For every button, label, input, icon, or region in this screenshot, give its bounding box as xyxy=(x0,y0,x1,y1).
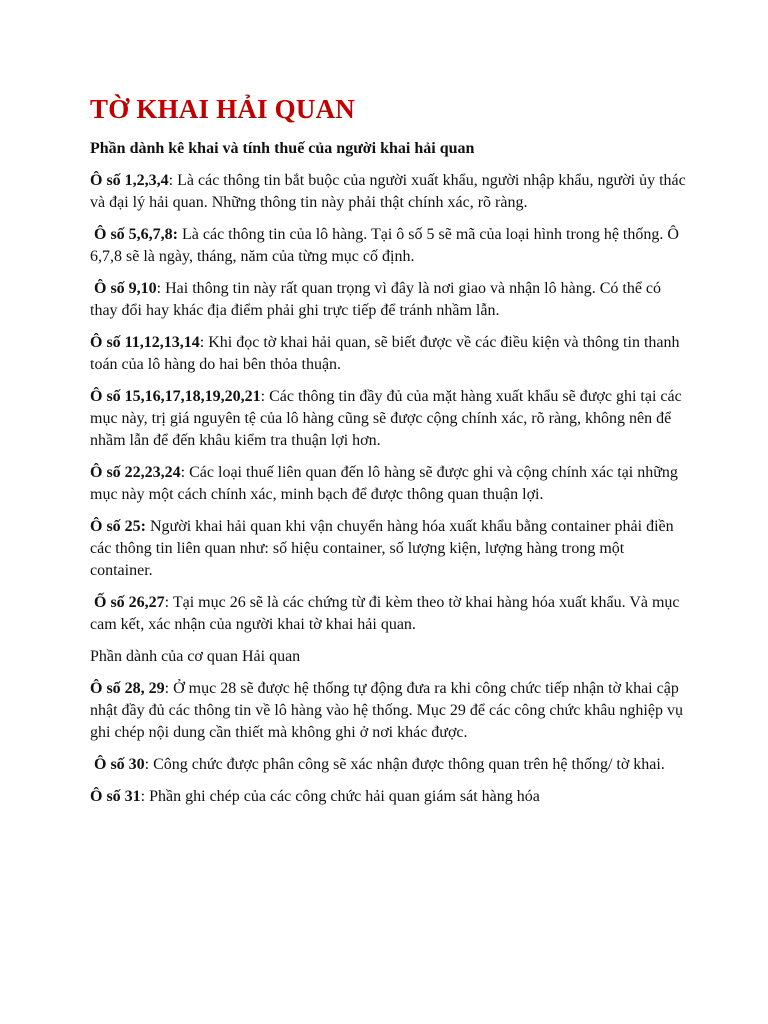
entry-label: Ô số 5,6,7,8: xyxy=(94,226,178,243)
entry-label: Ô số 30 xyxy=(94,756,145,773)
entry-label: Ô số 1,2,3,4 xyxy=(90,172,169,189)
entry-box-25 xyxy=(90,516,690,582)
entry-label: Ô số 11,12,13,14 xyxy=(90,334,200,351)
entry-box-15-21: Ô số 15,16,17,18,19,20,21: Các thông tin đầy đủ của mặt hàng xuất khẩu sẽ được ghi tại các mục này, trị giá nguyên tệ của lô hàng cũng sẽ được cộng chính xác, rõ ràng, không nên để nhầm lẫn để đến khâu kiểm tra thuận lợi hơn. xyxy=(90,388,682,449)
entry-text: Hai thông tin này rất quan trọng vì đây là nơi giao và nhận lô hàng. Có thể có thay đổi hay khác địa điểm phải ghi trực tiếp để tránh nhầm lẫn. xyxy=(90,280,662,319)
entry-label: Ô số 31 xyxy=(90,788,141,805)
entry-label: Ô số 15,16,17,18,19,20,21 xyxy=(90,388,261,405)
entry-text: Công chức được phân công sẽ xác nhận được thông quan trên hệ thống/ tờ khai. xyxy=(149,756,665,773)
entry-box-5-8 xyxy=(90,224,690,268)
document-page xyxy=(90,92,690,818)
entry-text: Ở mục 28 sẽ được hệ thống tự động đưa ra khi công chức tiếp nhận tờ khai cập nhật đầy đủ các thông tin về lô hàng vào hệ thống. Mục 29 để các công chức khâu nghiệp vụ ghi chép nội dung cần thiết mà không ghi ở nơi khác được. xyxy=(90,680,683,741)
entry-text: Là các thông tin bắt buộc của người xuất khẩu, người nhập khẩu, người ủy thác và đại lý hải quan. Những thông tin này phải thật chính xác, rõ ràng. xyxy=(90,172,686,211)
entry-box-30: Ô số 30: Công chức được phân công sẽ xác nhận được thông quan trên hệ thống/ tờ khai. xyxy=(94,756,665,773)
entry-label: Ô số 9,10 xyxy=(94,280,157,297)
entry-text: Khi đọc tờ khai hải quan, sẽ biết được về các điều kiện và thông tin thanh toán của lô hàng do hai bên thỏa thuận. xyxy=(90,334,680,373)
section-heading-declarant: Phần dành kê khai và tính thuế của người khai hải quan xyxy=(90,140,475,157)
document-title: TỜ KHAI HẢI QUAN xyxy=(90,94,355,124)
entry-text: Người khai hải quan khi vận chuyển hàng hóa xuất khẩu bằng container phải điền các thông tin liên quan như: số hiệu container, số lượng kiện, lượng hàng trong một container. xyxy=(90,518,674,579)
entry-label: Ô số 22,23,24 xyxy=(90,464,181,481)
entry-box-28-29: Ô số 28, 29: Ở mục 28 sẽ được hệ thống tự động đưa ra khi công chức tiếp nhận tờ khai cập nhật đầy đủ các thông tin về lô hàng vào hệ thống. Mục 29 để các công chức khâu nghiệp vụ ghi chép nội dung cần thiết mà không ghi ở nơi khác được. xyxy=(90,680,683,741)
entry-text: Các loại thuế liên quan đến lô hàng sẽ được ghi và cộng chính xác tại những mục này một cách chính xác, minh bạch để được thông quan thuận lợi. xyxy=(90,464,678,503)
entry-label: Ố số 26,27 xyxy=(94,594,165,611)
entry-box-11-14: Ô số 11,12,13,14: Khi đọc tờ khai hải quan, sẽ biết được về các điều kiện và thông tin thanh toán của lô hàng do hai bên thỏa thuận. xyxy=(90,334,680,373)
section-heading-customs: Phần dành của cơ quan Hải quan xyxy=(90,648,301,665)
entry-text: Các thông tin đầy đủ của mặt hàng xuất khẩu sẽ được ghi tại các mục này, trị giá nguyên tệ của lô hàng cũng sẽ được cộng chính xác, rõ ràng, không nên để nhầm lẫn để đến khâu kiểm tra thuận lợi hơn. xyxy=(90,388,682,449)
entry-box-31: Ô số 31: Phần ghi chép của các công chức hải quan giám sát hàng hóa xyxy=(90,788,540,805)
entry-text: Phần ghi chép của các công chức hải quan giám sát hàng hóa xyxy=(145,788,540,805)
entry-box-22-24: Ô số 22,23,24: Các loại thuế liên quan đến lô hàng sẽ được ghi và cộng chính xác tại những mục này một cách chính xác, minh bạch để được thông quan thuận lợi. xyxy=(90,464,678,503)
entry-label: Ô số 25: xyxy=(90,518,146,535)
entry-box-9-10: Ô số 9,10: Hai thông tin này rất quan trọng vì đây là nơi giao và nhận lô hàng. Có thể có thay đổi hay khác địa điểm phải ghi trực tiếp để tránh nhầm lẫn. xyxy=(90,280,662,319)
entry-text: Là các thông tin của lô hàng. Tại ô số 5 sẽ mã của loại hình trong hệ thống. Ô 6,7,8 sẽ là ngày, tháng, năm của từng mục cố định. xyxy=(90,226,679,265)
entry-box-1-4: Ô số 1,2,3,4: Là các thông tin bắt buộc của người xuất khẩu, người nhập khẩu, người ủy thác và đại lý hải quan. Những thông tin này phải thật chính xác, rõ ràng. xyxy=(90,172,686,211)
entry-box-26-27: Ố số 26,27: Tại mục 26 sẽ là các chứng từ đi kèm theo tờ khai hàng hóa xuất khẩu. Và mục cam kết, xác nhận của người khai tờ khai hải quan. xyxy=(90,594,680,633)
entry-text: Tại mục 26 sẽ là các chứng từ đi kèm theo tờ khai hàng hóa xuất khẩu. Và mục cam kết, xác nhận của người khai tờ khai hải quan. xyxy=(90,594,680,633)
entry-label: Ô số 28, 29 xyxy=(90,680,165,697)
